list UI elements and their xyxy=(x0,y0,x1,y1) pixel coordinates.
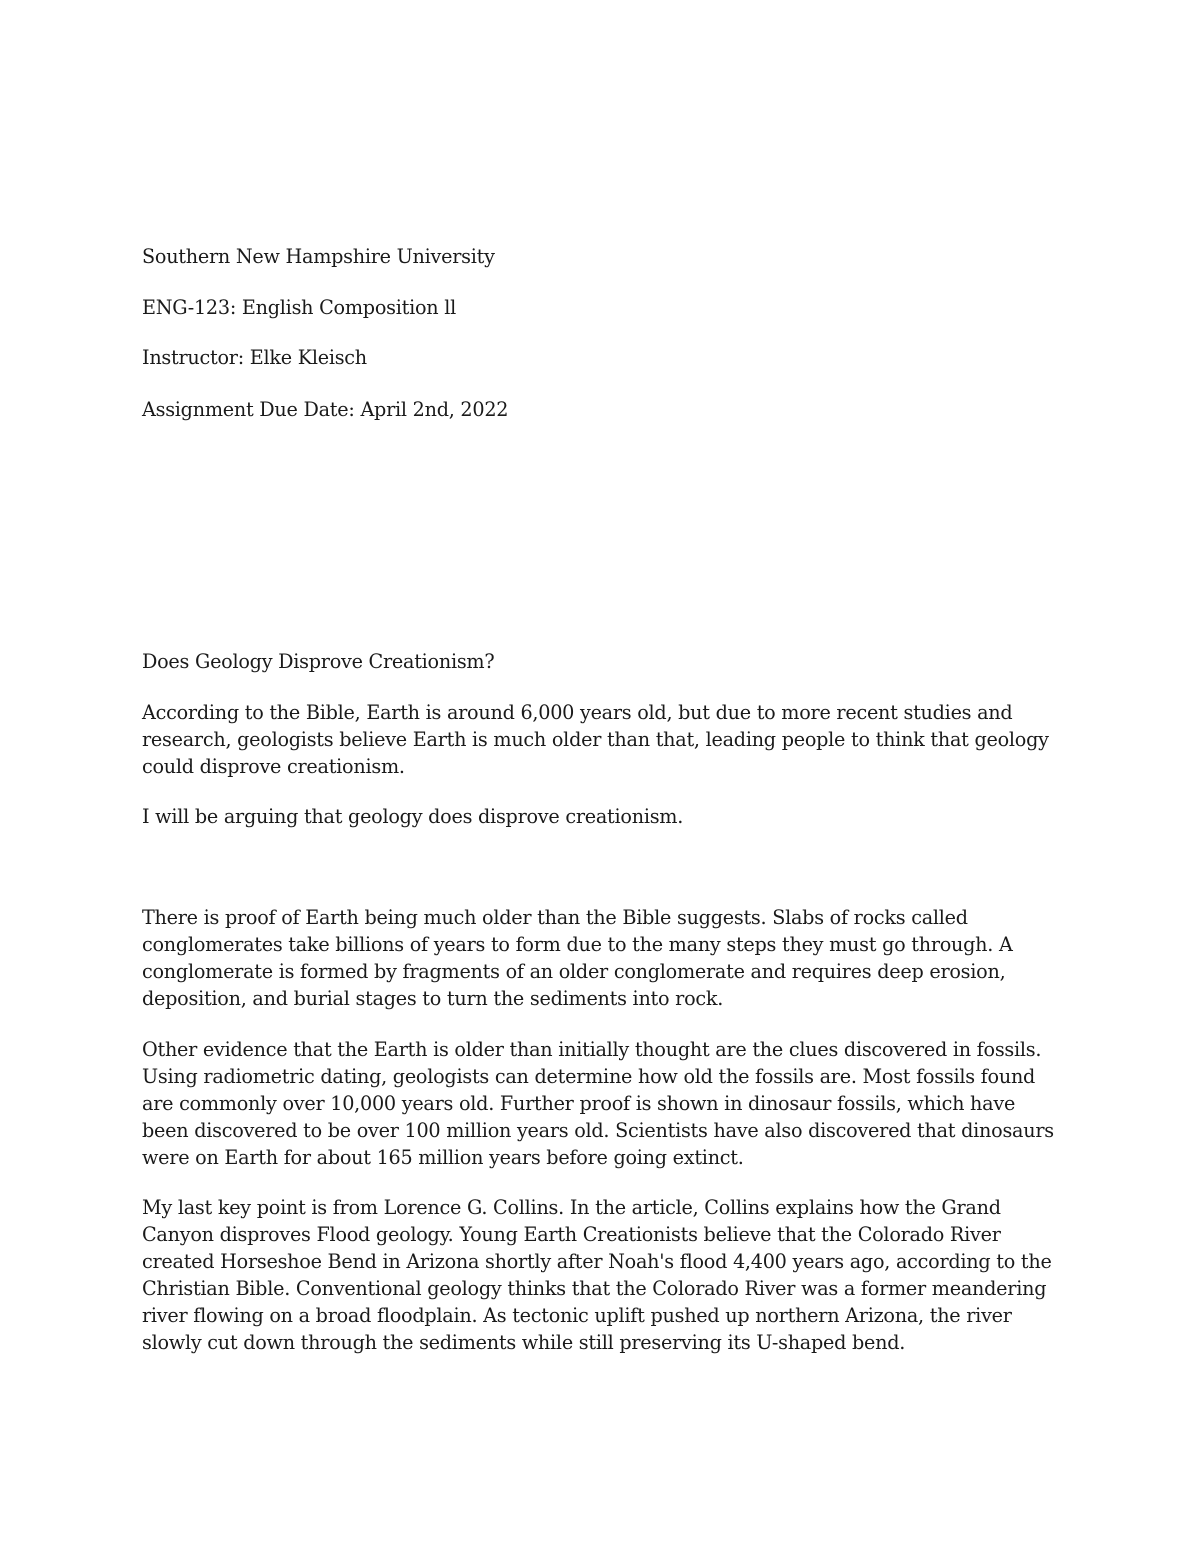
paragraph-line: river flowing on a broad floodplain. As tectonic uplift pushed up northern Arizona, the river xyxy=(142,1304,1012,1327)
essay-title: Does Geology Disprove Creationism? xyxy=(142,650,495,673)
intro-line: research, geologists believe Earth is much older than that, leading people to think that geology xyxy=(142,728,1049,751)
paragraph-line: Canyon disproves Flood geology. Young Earth Creationists believe that the Colorado River xyxy=(142,1223,1001,1246)
paragraph-line: Other evidence that the Earth is older than initially thought are the clues discovered in fossils. xyxy=(142,1038,1042,1061)
paragraph-line: conglomerate is formed by fragments of an older conglomerate and requires deep erosion, xyxy=(142,960,1006,983)
intro-line: could disprove creationism. xyxy=(142,755,405,778)
instructor-line: Instructor: Elke Kleisch xyxy=(142,346,367,369)
intro-paragraph xyxy=(142,699,1052,780)
paragraph-line: are commonly over 10,000 years old. Further proof is shown in dinosaur fossils, which have xyxy=(142,1092,1016,1115)
paragraph-line: Christian Bible. Conventional geology thinks that the Colorado River was a former meandering xyxy=(142,1277,1047,1300)
body-paragraph-3 xyxy=(142,1194,1052,1356)
paragraph-line: slowly cut down through the sediments while still preserving its U-shaped bend. xyxy=(142,1331,906,1354)
body-paragraph-1 xyxy=(142,904,1052,1012)
paragraph-line: been discovered to be over 100 million years old. Scientists have also discovered that dinosaurs xyxy=(142,1119,1054,1142)
paragraph-line: created Horseshoe Bend in Arizona shortly after Noah's flood 4,400 years ago, according to the xyxy=(142,1250,1052,1273)
body-paragraph-2 xyxy=(142,1036,1052,1171)
intro-line: According to the Bible, Earth is around 6,000 years old, but due to more recent studies and xyxy=(142,701,1013,724)
paragraph-line: deposition, and burial stages to turn the sediments into rock. xyxy=(142,987,724,1010)
course-line: ENG-123: English Composition ll xyxy=(142,296,456,319)
paragraph-line: There is proof of Earth being much older than the Bible suggests. Slabs of rocks called xyxy=(142,906,968,929)
paragraph-line: conglomerates take billions of years to form due to the many steps they must go through. A xyxy=(142,933,1013,956)
paragraph-line: were on Earth for about 165 million years before going extinct. xyxy=(142,1146,744,1169)
due-date-line: Assignment Due Date: April 2nd, 2022 xyxy=(142,398,509,421)
paragraph-line: Using radiometric dating, geologists can determine how old the fossils are. Most fossils found xyxy=(142,1065,1036,1088)
paragraph-line: My last key point is from Lorence G. Collins. In the article, Collins explains how the Grand xyxy=(142,1196,1001,1219)
university-line: Southern New Hampshire University xyxy=(142,245,495,268)
thesis-statement: I will be arguing that geology does disprove creationism. xyxy=(142,805,684,828)
